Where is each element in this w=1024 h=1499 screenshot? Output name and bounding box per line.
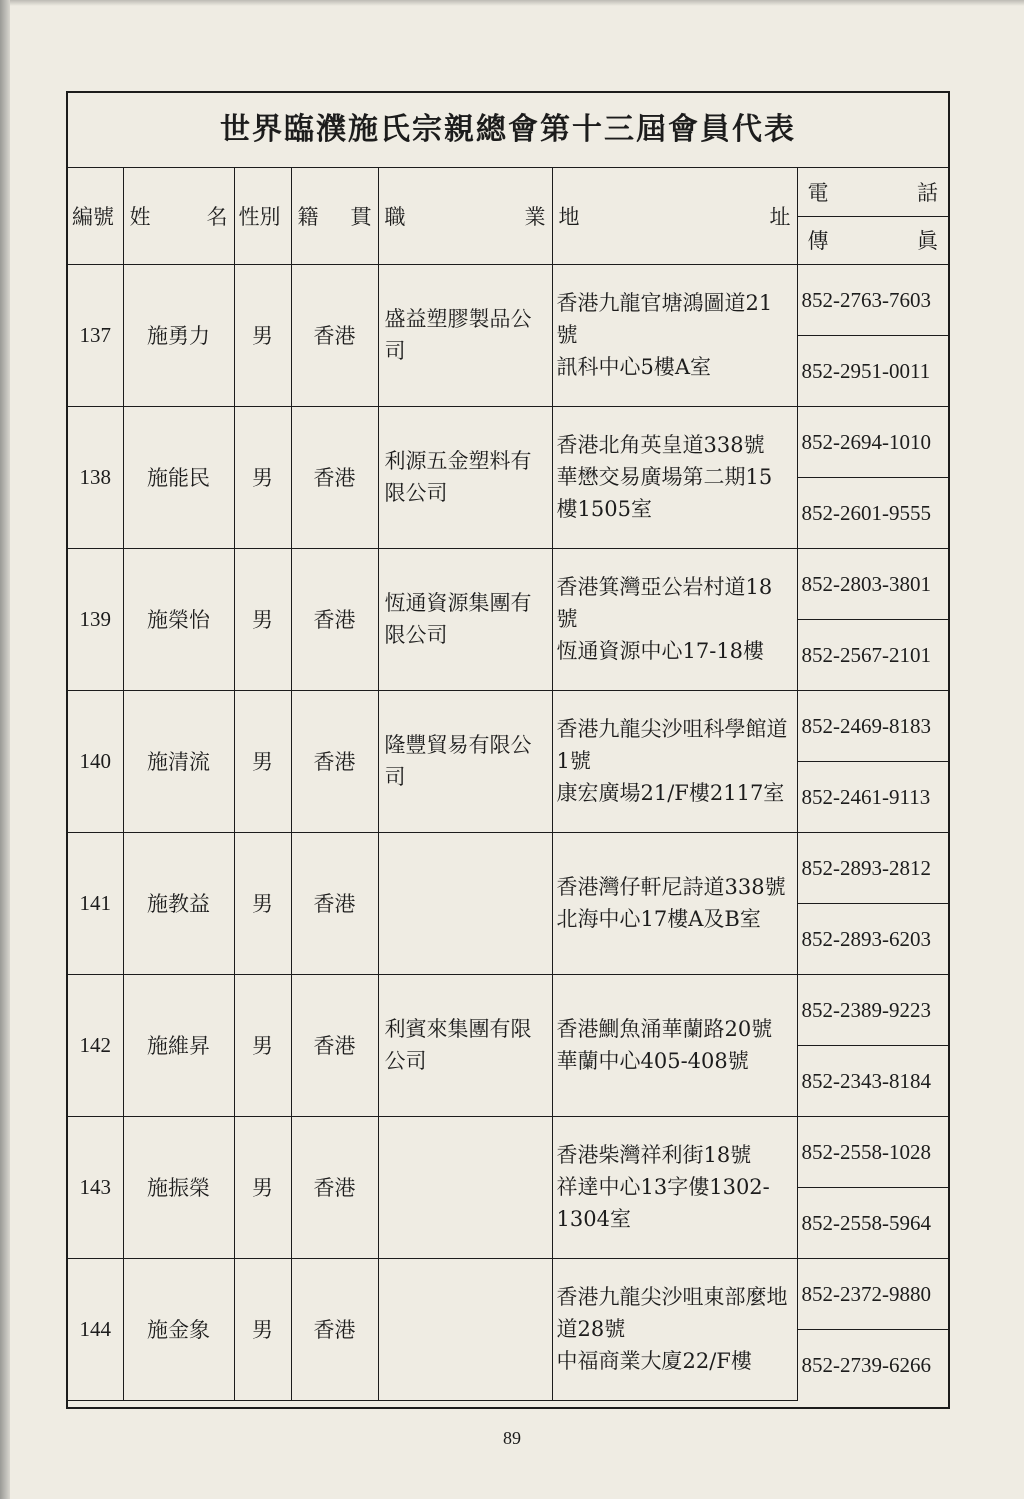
member-origin: 香港 <box>291 690 378 832</box>
member-fax: 852-2893-6203 <box>797 903 948 974</box>
member-phone: 852-2389-9223 <box>797 974 948 1045</box>
member-address <box>552 548 797 690</box>
member-table <box>68 168 948 1401</box>
address-line: 香港鰂魚涌華蘭路20號 <box>556 1017 773 1041</box>
address-line: 華懋交易廣場第二期15樓1505室 <box>556 465 773 521</box>
page-number: 89 <box>503 1428 521 1448</box>
header-phone: 電 話 <box>797 168 948 216</box>
member-origin: 香港 <box>291 1258 378 1400</box>
member-gender: 男 <box>234 1116 291 1258</box>
member-name: 施勇力 <box>123 264 234 406</box>
member-address <box>552 974 797 1116</box>
member-phone: 852-2763-7603 <box>797 264 948 335</box>
member-occupation <box>378 832 552 974</box>
header-origin: 籍 貫 <box>291 168 378 264</box>
member-phone: 852-2469-8183 <box>797 690 948 761</box>
member-name: 施榮怡 <box>123 548 234 690</box>
member-occupation: 隆豐貿易有限公司 <box>378 690 552 832</box>
page-top-edge <box>0 0 1024 6</box>
member-gender: 男 <box>234 406 291 548</box>
member-occupation: 恆通資源集團有限公司 <box>378 548 552 690</box>
member-gender: 男 <box>234 548 291 690</box>
address-line: 康宏廣場21/F樓2117室 <box>556 781 785 805</box>
member-phone: 852-2803-3801 <box>797 548 948 619</box>
address-line: 香港灣仔軒尼詩道338號 <box>556 875 786 899</box>
address-line: 中福商業大廈22/F樓 <box>556 1349 752 1373</box>
table-row <box>68 406 948 477</box>
member-number: 143 <box>68 1116 123 1258</box>
member-name: 施教益 <box>123 832 234 974</box>
member-number: 140 <box>68 690 123 832</box>
header-gender: 性別 <box>234 168 291 264</box>
address-line: 香港九龍尖沙咀科學館道1號 <box>556 717 788 773</box>
address-line: 北海中心17樓A及B室 <box>556 907 761 931</box>
header-row <box>68 168 948 216</box>
member-occupation: 利賓來集團有限公司 <box>378 974 552 1116</box>
header-fax: 傳 眞 <box>797 216 948 264</box>
member-name: 施維昇 <box>123 974 234 1116</box>
member-address <box>552 832 797 974</box>
member-occupation <box>378 1116 552 1258</box>
header-occupation: 職 業 <box>378 168 552 264</box>
member-number: 142 <box>68 974 123 1116</box>
address-line: 祥達中心13字僂1302-1304室 <box>556 1175 770 1231</box>
member-name: 施振榮 <box>123 1116 234 1258</box>
member-fax: 852-2558-5964 <box>797 1187 948 1258</box>
address-line: 恆通資源中心17-18樓 <box>556 639 765 663</box>
member-number: 138 <box>68 406 123 548</box>
address-line: 訊科中心5樓A室 <box>556 355 712 379</box>
member-address <box>552 406 797 548</box>
member-origin: 香港 <box>291 548 378 690</box>
address-line: 香港北角英皇道338號 <box>556 433 765 457</box>
member-origin: 香港 <box>291 264 378 406</box>
member-origin: 香港 <box>291 974 378 1116</box>
member-table-frame <box>66 91 950 1409</box>
member-phone: 852-2372-9880 <box>797 1258 948 1329</box>
member-name: 施清流 <box>123 690 234 832</box>
member-fax: 852-2601-9555 <box>797 477 948 548</box>
page-title: 世界臨濮施氏宗親總會第十三屆會員代表 <box>68 93 948 168</box>
member-gender: 男 <box>234 690 291 832</box>
table-row <box>68 1116 948 1187</box>
address-line: 香港柴灣祥利街18號 <box>556 1143 752 1167</box>
member-name: 施金象 <box>123 1258 234 1400</box>
member-fax: 852-2461-9113 <box>797 761 948 832</box>
member-number: 137 <box>68 264 123 406</box>
member-phone: 852-2893-2812 <box>797 832 948 903</box>
member-origin: 香港 <box>291 832 378 974</box>
table-row <box>68 548 948 619</box>
member-occupation: 利源五金塑料有限公司 <box>378 406 552 548</box>
table-row <box>68 1258 948 1329</box>
member-address <box>552 690 797 832</box>
member-gender: 男 <box>234 264 291 406</box>
member-fax: 852-2343-8184 <box>797 1045 948 1116</box>
member-phone: 852-2558-1028 <box>797 1116 948 1187</box>
member-occupation: 盛益塑膠製品公司 <box>378 264 552 406</box>
member-gender: 男 <box>234 832 291 974</box>
member-name: 施能民 <box>123 406 234 548</box>
member-occupation <box>378 1258 552 1400</box>
table-row <box>68 832 948 903</box>
member-address <box>552 1116 797 1258</box>
member-origin: 香港 <box>291 406 378 548</box>
address-line: 華蘭中心405-408號 <box>556 1049 749 1073</box>
table-row <box>68 264 948 335</box>
member-number: 139 <box>68 548 123 690</box>
member-number: 141 <box>68 832 123 974</box>
member-fax: 852-2739-6266 <box>797 1329 948 1400</box>
member-address <box>552 1258 797 1400</box>
member-gender: 男 <box>234 974 291 1116</box>
address-line: 香港箕灣亞公岩村道18號 <box>556 575 773 631</box>
header-num: 編號 <box>68 168 123 264</box>
member-phone: 852-2694-1010 <box>797 406 948 477</box>
table-row <box>68 974 948 1045</box>
address-line: 香港九龍官塘鴻圖道21號 <box>556 291 773 347</box>
header-address: 地 址 <box>552 168 797 264</box>
member-fax: 852-2567-2101 <box>797 619 948 690</box>
table-row <box>68 690 948 761</box>
member-gender: 男 <box>234 1258 291 1400</box>
member-origin: 香港 <box>291 1116 378 1258</box>
member-fax: 852-2951-0011 <box>797 335 948 406</box>
page-binding-edge <box>0 0 10 1499</box>
member-number: 144 <box>68 1258 123 1400</box>
address-line: 香港九龍尖沙咀東部麼地道28號 <box>556 1285 788 1341</box>
header-name: 姓 名 <box>123 168 234 264</box>
member-address <box>552 264 797 406</box>
